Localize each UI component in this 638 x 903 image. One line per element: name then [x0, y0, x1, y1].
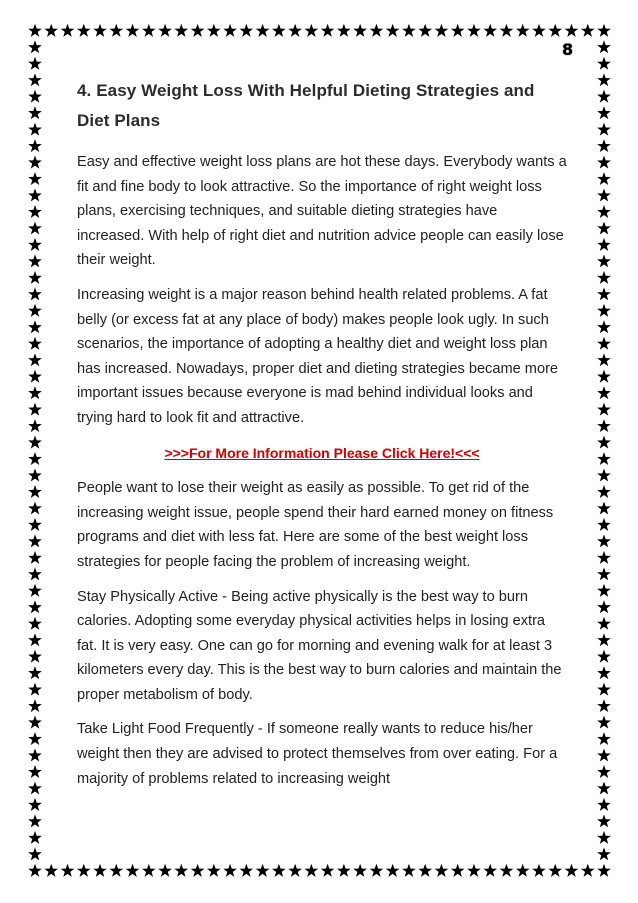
border-star-icon: [28, 534, 42, 547]
border-star-icon: [28, 419, 42, 432]
border-star-icon: [207, 864, 221, 877]
border-star-icon: [597, 485, 611, 498]
border-star-icon: [597, 501, 611, 514]
border-star-icon: [597, 221, 611, 234]
border-star-icon: [597, 831, 611, 844]
border-star-icon: [28, 353, 42, 366]
border-star-icon: [28, 106, 42, 119]
border-star-icon: [256, 864, 270, 877]
border-star-icon: [28, 633, 42, 646]
border-star-icon: [597, 584, 611, 597]
border-star-icon: [28, 617, 42, 630]
border-star-icon: [28, 172, 42, 185]
border-star-icon: [28, 370, 42, 383]
border-star-icon: [191, 864, 205, 877]
border-star-icon: [28, 287, 42, 300]
border-star-icon: [581, 864, 595, 877]
border-star-icon: [337, 864, 351, 877]
border-star-icon: [28, 436, 42, 449]
more-info-link[interactable]: >>>For More Information Please Click Here!<<<: [164, 444, 480, 461]
border-star-icon: [597, 139, 611, 152]
border-star-icon: [597, 353, 611, 366]
border-star-icon: [353, 864, 367, 877]
border-star-icon: [597, 732, 611, 745]
border-star-icon: [256, 24, 270, 37]
border-star-icon: [109, 864, 123, 877]
border-star-icon: [597, 469, 611, 482]
border-star-icon: [126, 864, 140, 877]
border-star-icon: [61, 24, 75, 37]
border-star-icon: [597, 156, 611, 169]
border-star-icon: [597, 699, 611, 712]
border-star-icon: [597, 633, 611, 646]
border-star-icon: [597, 106, 611, 119]
border-star-icon: [597, 666, 611, 679]
border-star-icon: [597, 320, 611, 333]
border-star-icon: [28, 666, 42, 679]
border-star-icon: [597, 57, 611, 70]
border-star-icon: [597, 814, 611, 827]
border-star-icon: [321, 864, 335, 877]
border-star-icon: [272, 864, 286, 877]
paragraph: People want to lose their weight as easily as possible. To get rid of the increasing weight issue, people spend their hard earned money on fitness programs and diet with less fat. Here are some of the best weight loss strategies for people facing the problem of increasing weight.: [77, 480, 554, 570]
border-star-icon: [565, 864, 579, 877]
border-star-icon: [402, 24, 416, 37]
border-star-icon: [28, 139, 42, 152]
border-star-icon: [337, 24, 351, 37]
border-star-icon: [597, 287, 611, 300]
border-star-icon: [532, 24, 546, 37]
border-star-icon: [435, 24, 449, 37]
border-star-icon: [321, 24, 335, 37]
border-star-icon: [418, 24, 432, 37]
border-star-icon: [28, 24, 42, 37]
border-star-icon: [272, 24, 286, 37]
border-star-icon: [370, 24, 384, 37]
border-star-icon: [597, 386, 611, 399]
border-star-icon: [240, 24, 254, 37]
border-star-icon: [435, 864, 449, 877]
border-star-icon: [597, 271, 611, 284]
border-star-icon: [28, 156, 42, 169]
border-star-icon: [597, 650, 611, 663]
border-star-icon: [597, 238, 611, 251]
border-star-icon: [28, 254, 42, 267]
border-star-icon: [467, 864, 481, 877]
more-info-line: [77, 441, 567, 467]
border-star-icon: [597, 419, 611, 432]
border-star-icon: [93, 24, 107, 37]
border-star-icon: [28, 90, 42, 103]
border-star-icon: [28, 650, 42, 663]
border-star-icon: [597, 90, 611, 103]
border-star-icon: [158, 24, 172, 37]
border-star-icon: [516, 864, 530, 877]
border-star-icon: [28, 584, 42, 597]
border-star-icon: [597, 765, 611, 778]
border-star-icon: [28, 469, 42, 482]
border-star-icon: [28, 403, 42, 416]
border-star-icon: [77, 864, 91, 877]
border-star-icon: [28, 485, 42, 498]
border-star-icon: [223, 864, 237, 877]
border-star-icon: [28, 189, 42, 202]
article-title: 4. Easy Weight Loss With Helpful Dieting Strategies and Diet Plans: [77, 81, 535, 130]
border-star-icon: [418, 864, 432, 877]
border-star-icon: [142, 864, 156, 877]
border-star-icon: [126, 24, 140, 37]
border-star-icon: [597, 847, 611, 860]
paragraph: Stay Physically Active - Being active physically is the best way to burn calories. Adopting some everyday physical activities helps in losing extra fat. It is very easy. One can go for morning and evening walk for at least 3 kilometers every day. This is the best way to burn calories and maintain the proper metabolism of body.: [77, 588, 562, 703]
border-star-icon: [44, 24, 58, 37]
border-star-icon: [565, 24, 579, 37]
border-star-icon: [28, 765, 42, 778]
border-star-icon: [28, 221, 42, 234]
border-star-icon: [288, 864, 302, 877]
border-star-icon: [174, 864, 188, 877]
border-star-icon: [532, 864, 546, 877]
border-star-icon: [28, 699, 42, 712]
border-star-icon: [451, 24, 465, 37]
border-star-icon: [451, 864, 465, 877]
border-star-icon: [597, 452, 611, 465]
paragraph: Increasing weight is a major reason behind health related problems. A fat belly (or excess fat at any place of body) makes people look ugly. In such scenarios, the importance of adopting a healthy diet and weight loss plan has increased. Nowadays, proper diet and dieting strategies became more important issues because everyone is mad behind individual looks and trying hard to look fit and attractive.: [77, 286, 559, 426]
border-star-icon: [500, 864, 514, 877]
border-star-icon: [28, 123, 42, 136]
border-star-icon: [305, 864, 319, 877]
border-star-icon: [386, 864, 400, 877]
border-star-icon: [548, 24, 562, 37]
border-star-icon: [597, 254, 611, 267]
border-star-icon: [28, 386, 42, 399]
border-star-icon: [370, 864, 384, 877]
border-star-icon: [44, 864, 58, 877]
border-star-icon: [28, 452, 42, 465]
border-star-icon: [597, 24, 611, 37]
border-star-icon: [109, 24, 123, 37]
border-star-icon: [581, 24, 595, 37]
border-star-icon: [158, 864, 172, 877]
border-star-icon: [288, 24, 302, 37]
border-star-icon: [28, 814, 42, 827]
border-star-icon: [28, 40, 42, 53]
border-star-icon: [28, 716, 42, 729]
border-star-icon: [500, 24, 514, 37]
border-star-icon: [597, 73, 611, 86]
paragraph: Easy and effective weight loss plans are hot these days. Everybody wants a fit and fine body to look attractive. So the importance of right weight loss plans, exercising techniques, and suitable dieting strategies have increased. With help of right diet and nutrition advice people can easily lose their weight.: [77, 154, 567, 269]
border-star-icon: [597, 337, 611, 350]
border-star-icon: [240, 864, 254, 877]
border-star-icon: [28, 749, 42, 762]
border-star-icon: [61, 864, 75, 877]
border-star-icon: [28, 501, 42, 514]
border-star-icon: [467, 24, 481, 37]
border-star-icon: [597, 189, 611, 202]
border-star-icon: [28, 683, 42, 696]
border-star-icon: [483, 864, 497, 877]
border-star-icon: [28, 864, 42, 877]
border-star-icon: [597, 403, 611, 416]
border-star-icon: [597, 567, 611, 580]
border-star-icon: [305, 24, 319, 37]
border-star-icon: [28, 551, 42, 564]
border-star-icon: [28, 205, 42, 218]
border-star-icon: [28, 732, 42, 745]
border-star-icon: [28, 57, 42, 70]
border-star-icon: [386, 24, 400, 37]
border-star-icon: [597, 205, 611, 218]
border-star-icon: [28, 847, 42, 860]
border-star-icon: [483, 24, 497, 37]
border-star-icon: [28, 337, 42, 350]
border-star-icon: [28, 567, 42, 580]
border-star-icon: [597, 864, 611, 877]
border-star-icon: [516, 24, 530, 37]
border-star-icon: [597, 40, 611, 53]
border-star-icon: [597, 798, 611, 811]
border-star-icon: [597, 172, 611, 185]
article: [77, 76, 567, 801]
border-star-icon: [174, 24, 188, 37]
border-star-icon: [93, 864, 107, 877]
border-star-icon: [597, 716, 611, 729]
border-star-icon: [597, 749, 611, 762]
border-star-icon: [28, 271, 42, 284]
border-star-icon: [597, 600, 611, 613]
border-star-icon: [597, 617, 611, 630]
border-star-icon: [597, 436, 611, 449]
border-star-icon: [28, 831, 42, 844]
border-star-icon: [353, 24, 367, 37]
border-star-icon: [28, 798, 42, 811]
border-star-icon: [402, 864, 416, 877]
border-star-icon: [597, 370, 611, 383]
border-star-icon: [28, 320, 42, 333]
border-star-icon: [597, 123, 611, 136]
page-number: 8: [562, 40, 574, 59]
border-star-icon: [597, 683, 611, 696]
border-star-icon: [597, 534, 611, 547]
border-star-icon: [28, 600, 42, 613]
border-star-icon: [28, 73, 42, 86]
border-star-icon: [28, 781, 42, 794]
border-star-icon: [597, 781, 611, 794]
border-star-icon: [597, 551, 611, 564]
border-star-icon: [597, 304, 611, 317]
border-star-icon: [28, 238, 42, 251]
paragraph: Take Light Food Frequently - If someone really wants to reduce his/her weight then they are advised to protect themselves from over eating. For a majority of problems related to increasing weight: [77, 721, 558, 787]
border-star-icon: [548, 864, 562, 877]
border-star-icon: [223, 24, 237, 37]
border-star-icon: [77, 24, 91, 37]
border-star-icon: [28, 304, 42, 317]
border-star-icon: [207, 24, 221, 37]
border-star-icon: [191, 24, 205, 37]
border-star-icon: [597, 518, 611, 531]
border-star-icon: [142, 24, 156, 37]
border-star-icon: [28, 518, 42, 531]
